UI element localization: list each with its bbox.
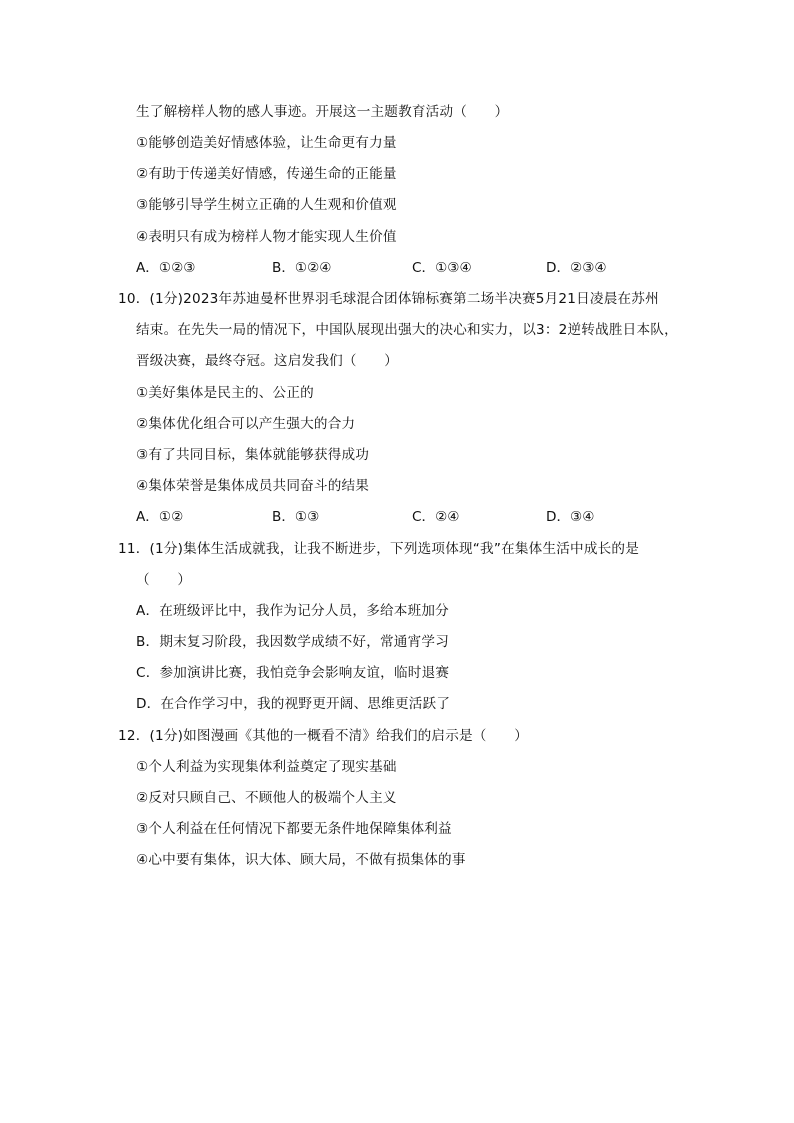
q10-options [136, 508, 696, 526]
q10-option-c: C．②④ [412, 509, 460, 525]
q12-stem: 12．(1分)如图漫画《其他的一概看不清》给我们的启示是（ ） [118, 728, 528, 744]
q10-item-3: ③有了共同目标，集体就能够获得成功 [136, 447, 370, 463]
q11-option-d: D．在合作学习中，我的视野更开阔、思维更活跃了 [136, 696, 451, 712]
q11-stem-line-2: （ ） [136, 572, 192, 588]
q12-item-1: ①个人利益为实现集体利益奠定了现实基础 [136, 759, 397, 775]
q10-option-d: D．③④ [546, 509, 595, 525]
q10-stem-line-3: 晋级决赛，最终夺冠。这启发我们（ ） [136, 353, 399, 369]
q10-option-b: B．①③ [272, 509, 320, 525]
q9-item-2: ②有助于传递美好情感，传递生命的正能量 [136, 166, 397, 182]
q10-stem-line-1: 10．(1分)2023年苏迪曼杯世界羽毛球混合团体锦标赛第二场半决赛5月21日凌晨在苏州 [118, 291, 659, 307]
q9-options [136, 259, 696, 277]
q9-stem: 生了解榜样人物的感人事迹。开展这一主题教育活动（ ） [136, 104, 509, 120]
q10-item-2: ②集体优化组合可以产生强大的合力 [136, 416, 356, 432]
q11-option-b: B．期末复习阶段，我因数学成绩不好，常通宵学习 [136, 634, 449, 650]
q11-option-a: A．在班级评比中，我作为记分人员，多给本班加分 [136, 603, 449, 619]
q9-item-4: ④表明只有成为榜样人物才能实现人生价值 [136, 229, 397, 245]
q10-option-a: A．①② [136, 509, 184, 525]
q9-item-1: ①能够创造美好情感体验，让生命更有力量 [136, 135, 397, 151]
q12-item-4: ④心中要有集体，识大体、顾大局，不做有损集体的事 [136, 852, 466, 868]
q12-item-2: ②反对只顾自己、不顾他人的极端个人主义 [136, 790, 397, 806]
q11-stem-line-1: 11．(1分)集体生活成就我，让我不断进步，下列选项体现“我”在集体生活中成长的是 [118, 541, 640, 557]
q9-option-c: C．①③④ [412, 260, 472, 276]
q10-item-1: ①美好集体是民主的、公正的 [136, 385, 314, 401]
q11-option-c: C．参加演讲比赛，我怕竞争会影响友谊，临时退赛 [136, 665, 450, 681]
q9-option-d: D．②③④ [546, 260, 607, 276]
q9-option-b: B．①②④ [272, 260, 332, 276]
q10-item-4: ④集体荣誉是集体成员共同奋斗的结果 [136, 478, 370, 494]
q12-item-3: ③个人利益在任何情况下都要无条件地保障集体利益 [136, 821, 452, 837]
q9-item-3: ③能够引导学生树立正确的人生观和价值观 [136, 197, 397, 213]
q9-option-a: A．①②③ [136, 260, 196, 276]
q10-stem-line-2: 结束。在先失一局的情况下，中国队展现出强大的决心和实力，以3：2逆转战胜日本队， [136, 322, 678, 338]
